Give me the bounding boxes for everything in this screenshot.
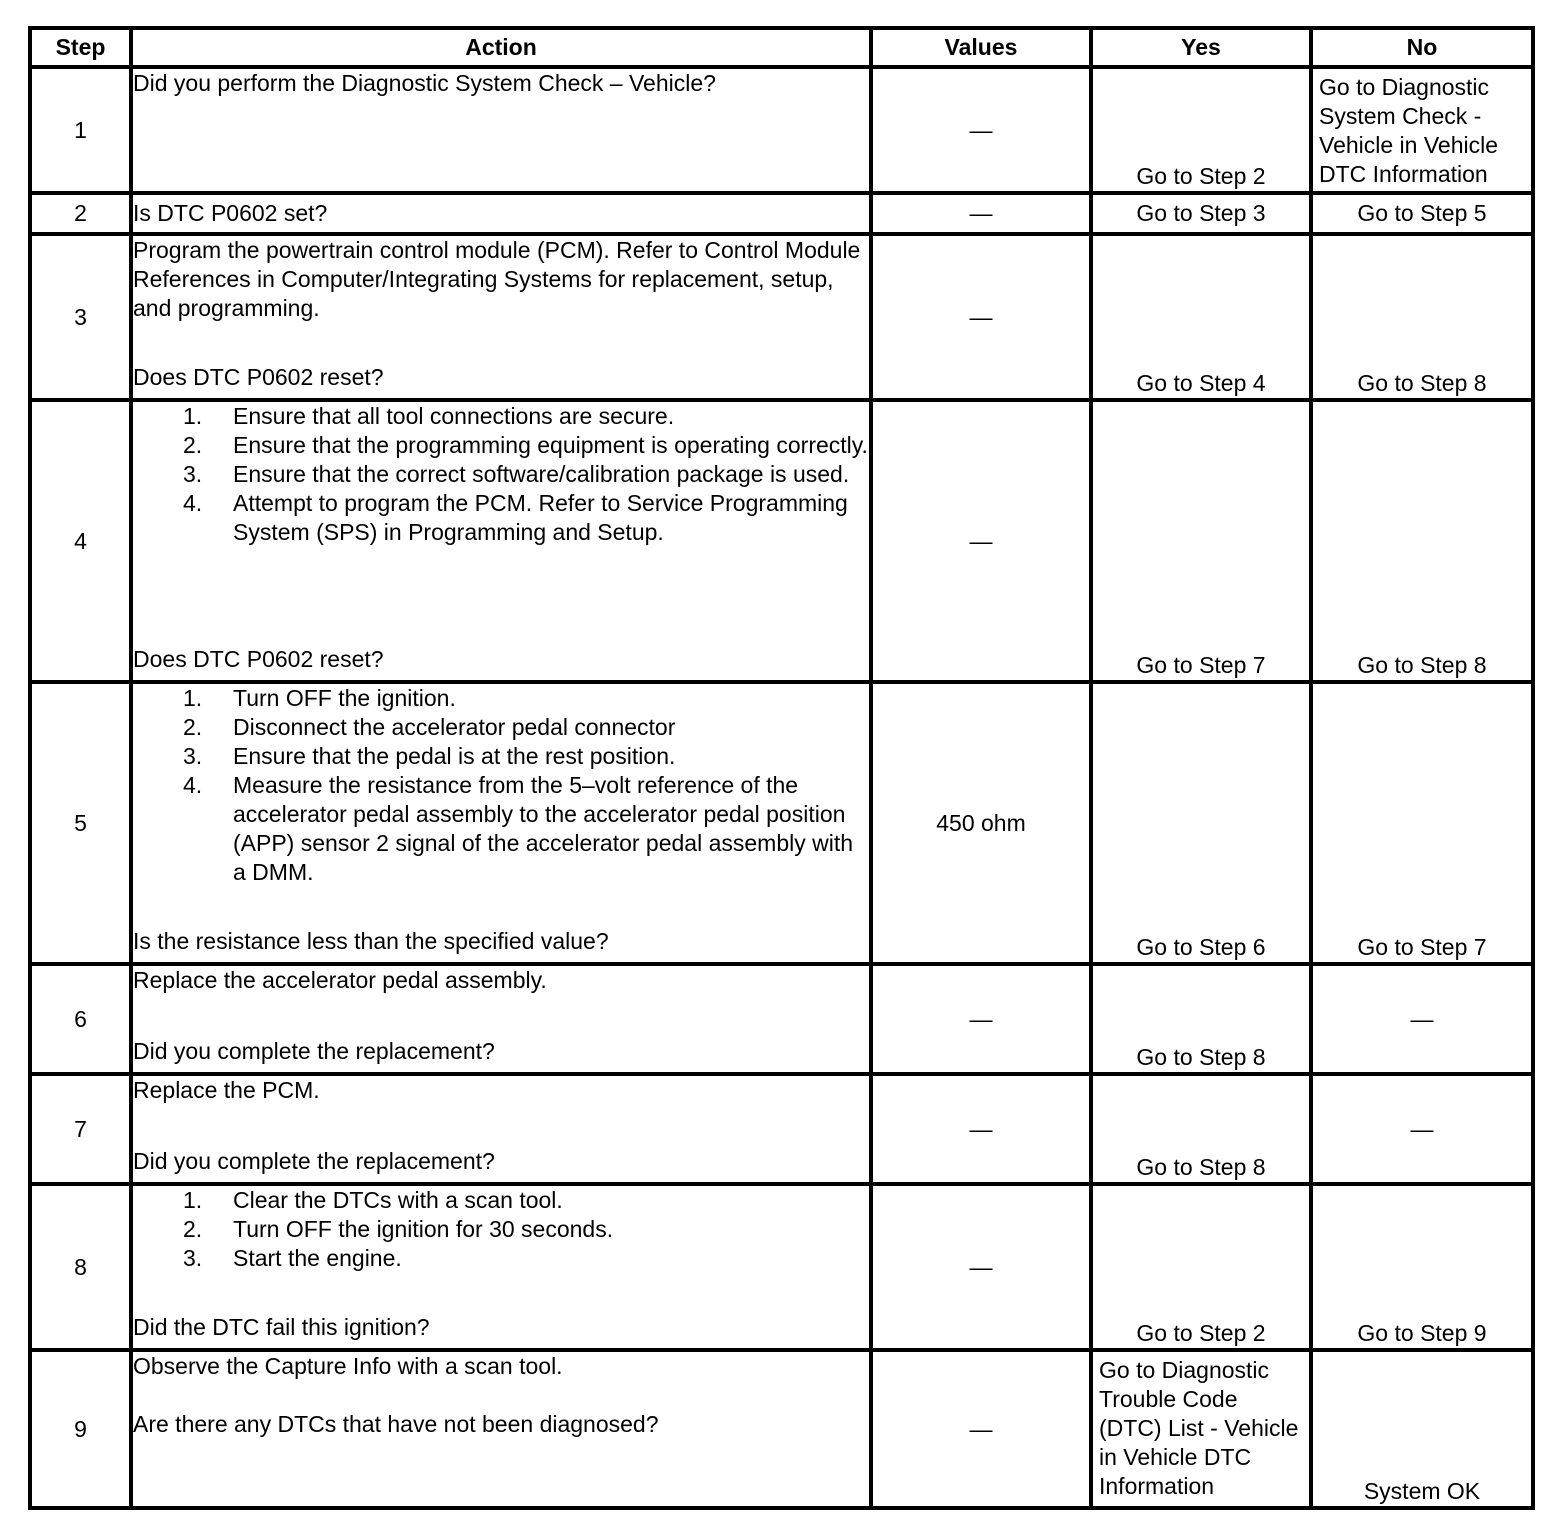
instruction-list	[133, 402, 869, 547]
value-cell: —	[871, 1074, 1091, 1184]
value-cell: 450 ohm	[871, 682, 1091, 964]
list-item: Disconnect the accelerator pedal connector	[233, 714, 676, 740]
yes-cell: Go to Step 2	[1091, 1184, 1311, 1350]
no-cell: Go to Step 9	[1311, 1184, 1533, 1350]
header-values: Values	[871, 28, 1091, 67]
action-question: Did you complete the replacement?	[133, 1148, 495, 1174]
no-cell: Go to Step 7	[1311, 682, 1533, 964]
value-cell: —	[871, 1350, 1091, 1508]
step-number: 6	[30, 964, 131, 1074]
table-row	[30, 1074, 1533, 1184]
action-text: Did you perform the Diagnostic System Check – Vehicle?	[133, 70, 716, 96]
list-item: Clear the DTCs with a scan tool.	[233, 1187, 563, 1213]
table-row	[30, 1184, 1533, 1350]
yes-cell: Go to Step 7	[1091, 400, 1311, 682]
instruction-list	[133, 1186, 869, 1273]
step-number: 9	[30, 1350, 131, 1508]
step-number: 8	[30, 1184, 131, 1350]
action-cell	[131, 234, 871, 400]
action-question: Did the DTC fail this ignition?	[133, 1314, 430, 1340]
action-cell	[131, 193, 871, 234]
list-item: Ensure that the correct software/calibration package is used.	[233, 461, 850, 487]
step-number: 1	[30, 67, 131, 193]
action-text: Replace the PCM.	[133, 1077, 320, 1103]
list-item: Ensure that the pedal is at the rest position.	[233, 743, 676, 769]
no-cell: Go to Step 8	[1311, 400, 1533, 682]
action-text: Replace the accelerator pedal assembly.	[133, 967, 547, 993]
value-cell: —	[871, 193, 1091, 234]
table-row	[30, 193, 1533, 234]
yes-cell: Go to Step 4	[1091, 234, 1311, 400]
value-cell: —	[871, 964, 1091, 1074]
value-cell: —	[871, 1184, 1091, 1350]
yes-cell: Go to Step 8	[1091, 1074, 1311, 1184]
yes-cell: Go to Step 3	[1091, 193, 1311, 234]
table-row	[30, 964, 1533, 1074]
step-number: 2	[30, 193, 131, 234]
value-cell: —	[871, 400, 1091, 682]
action-cell	[131, 1350, 871, 1508]
action-text: Program the powertrain control module (PCM). Refer to Control Module References in Computer/Integrating Systems for replacement, setup, and programming.	[133, 237, 861, 321]
table-row	[30, 234, 1533, 400]
no-cell: Go to Diagnostic System Check - Vehicle in Vehicle DTC Information	[1311, 67, 1533, 193]
action-cell	[131, 682, 871, 964]
list-item: Ensure that the programming equipment is operating correctly.	[233, 432, 868, 458]
list-item: Attempt to program the PCM. Refer to Service Programming System (SPS) in Programming and Setup.	[233, 490, 848, 545]
action-question: Is the resistance less than the specified value?	[133, 928, 609, 954]
list-item: Measure the resistance from the 5–volt reference of the accelerator pedal assembly to the accelerator pedal position (APP) sensor 2 signal of the accelerator pedal assembly with a DMM.	[233, 772, 854, 885]
table-row	[30, 682, 1533, 964]
step-number: 5	[30, 682, 131, 964]
value-cell: —	[871, 67, 1091, 193]
step-number: 3	[30, 234, 131, 400]
no-cell: —	[1311, 1074, 1533, 1184]
yes-cell: Go to Step 6	[1091, 682, 1311, 964]
action-text: Observe the Capture Info with a scan tool.	[133, 1353, 563, 1379]
no-cell: System OK	[1311, 1350, 1533, 1508]
list-item: Start the engine.	[233, 1245, 402, 1271]
header-step: Step	[30, 28, 131, 67]
diagnostic-table	[28, 26, 1535, 1510]
no-cell: Go to Step 5	[1311, 193, 1533, 234]
action-text: Is DTC P0602 set?	[133, 200, 328, 226]
list-item: Turn OFF the ignition.	[233, 685, 456, 711]
table-row	[30, 400, 1533, 682]
action-question: Does DTC P0602 reset?	[133, 646, 384, 672]
header-yes: Yes	[1091, 28, 1311, 67]
yes-cell: Go to Step 8	[1091, 964, 1311, 1074]
header-no: No	[1311, 28, 1533, 67]
action-cell	[131, 67, 871, 193]
action-cell	[131, 1074, 871, 1184]
action-question: Are there any DTCs that have not been diagnosed?	[133, 1411, 659, 1437]
list-item: Ensure that all tool connections are secure.	[233, 403, 675, 429]
action-cell	[131, 400, 871, 682]
table-row	[30, 67, 1533, 193]
step-number: 4	[30, 400, 131, 682]
action-cell	[131, 1184, 871, 1350]
no-cell: —	[1311, 964, 1533, 1074]
header-action: Action	[131, 28, 871, 67]
header-row	[30, 28, 1533, 67]
yes-cell: Go to Step 2	[1091, 67, 1311, 193]
yes-cell: Go to Diagnostic Trouble Code (DTC) List - Vehicle in Vehicle DTC Information	[1091, 1350, 1311, 1508]
instruction-list	[133, 684, 869, 887]
table-row	[30, 1350, 1533, 1508]
action-question: Did you complete the replacement?	[133, 1038, 495, 1064]
list-item: Turn OFF the ignition for 30 seconds.	[233, 1216, 614, 1242]
no-cell: Go to Step 8	[1311, 234, 1533, 400]
value-cell: —	[871, 234, 1091, 400]
step-number: 7	[30, 1074, 131, 1184]
action-cell	[131, 964, 871, 1074]
action-question: Does DTC P0602 reset?	[133, 364, 384, 390]
